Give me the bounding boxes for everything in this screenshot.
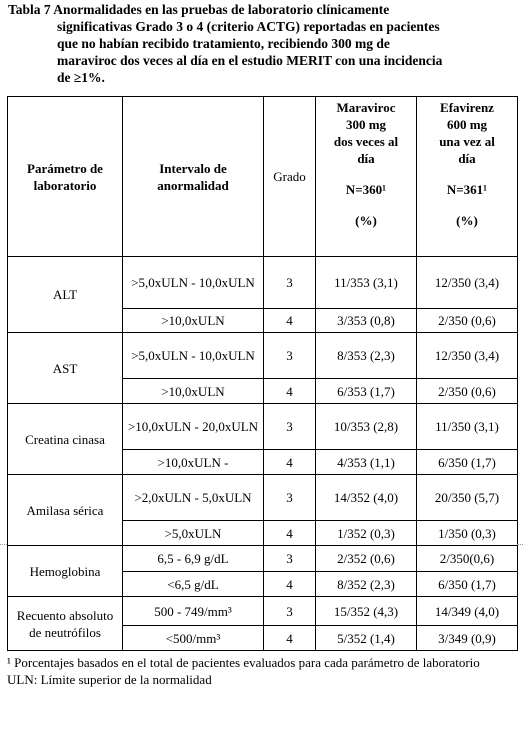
efavirenz-cell: 6/350 (1,7) <box>417 572 518 597</box>
maraviroc-cell: 2/352 (0,6) <box>316 546 417 572</box>
efavirenz-cell: 12/350 (3,4) <box>417 333 518 379</box>
maraviroc-pct: (%) <box>355 213 377 228</box>
table-row <box>8 475 518 521</box>
interval-cell: 6,5 - 6,9 g/dL <box>123 546 264 572</box>
table-row <box>8 333 518 379</box>
interval-cell: >5,0xULN - 10,0xULN <box>123 333 264 379</box>
footnote-percentages: ¹ Porcentajes basados en el total de pacientes evaluados para cada parámetro de laboratorio <box>7 655 480 670</box>
maraviroc-cell: 5/352 (1,4) <box>316 626 417 651</box>
maraviroc-cell: 10/353 (2,8) <box>316 404 417 450</box>
header-efavirenz <box>417 97 518 257</box>
efavirenz-cell: 2/350 (0,6) <box>417 309 518 333</box>
interval-cell: >5,0xULN <box>123 521 264 546</box>
maraviroc-cell: 3/353 (0,8) <box>316 309 417 333</box>
interval-cell: >10,0xULN - 20,0xULN <box>123 404 264 450</box>
table-row <box>8 404 518 450</box>
grade-cell: 3 <box>264 333 316 379</box>
lab-abnormalities-table <box>7 96 518 651</box>
grade-cell: 3 <box>264 546 316 572</box>
interval-cell: >10,0xULN - <box>123 450 264 475</box>
grade-cell: 4 <box>264 626 316 651</box>
maraviroc-cell: 14/352 (4,0) <box>316 475 417 521</box>
efavirenz-cell: 2/350 (0,6) <box>417 379 518 404</box>
header-interval: Intervalo de anormalidad <box>123 97 264 257</box>
maraviroc-cell: 8/352 (2,3) <box>316 572 417 597</box>
grade-cell: 3 <box>264 475 316 521</box>
footnotes <box>7 654 517 688</box>
param-cell: Hemoglobina <box>8 546 123 597</box>
efavirenz-pct: (%) <box>456 213 478 228</box>
efavirenz-line-1: Efavirenz <box>440 100 494 115</box>
table-row <box>8 257 518 309</box>
efavirenz-cell: 6/350 (1,7) <box>417 450 518 475</box>
param-cell: Creatina cinasa <box>8 404 123 475</box>
maraviroc-line-3: dos veces al <box>333 134 399 149</box>
maraviroc-line-4: día <box>357 151 375 166</box>
caption-line-1: Tabla 7 Anormalidades en las pruebas de laboratorio clínicamente <box>8 2 390 17</box>
efavirenz-cell: 11/350 (3,1) <box>417 404 518 450</box>
efavirenz-n: N=361¹ <box>446 182 488 197</box>
maraviroc-line-1: Maraviroc <box>336 100 396 115</box>
interval-cell: >5,0xULN - 10,0xULN <box>123 257 264 309</box>
grade-cell: 4 <box>264 572 316 597</box>
left-margin-dots <box>0 544 7 545</box>
table-row <box>8 597 518 626</box>
grade-cell: 4 <box>264 379 316 404</box>
efavirenz-cell: 2/350(0,6) <box>417 546 518 572</box>
header-param: Parámetro de laboratorio <box>8 97 123 257</box>
maraviroc-cell: 1/352 (0,3) <box>316 521 417 546</box>
interval-cell: <500/mm³ <box>123 626 264 651</box>
table-row <box>8 546 518 572</box>
maraviroc-cell: 11/353 (3,1) <box>316 257 417 309</box>
param-cell: Recuento absoluto de neutrófilos <box>8 597 123 651</box>
caption-line-4: maraviroc dos veces al día en el estudio MERIT con una incidencia <box>57 53 443 68</box>
maraviroc-cell: 8/353 (2,3) <box>316 333 417 379</box>
caption-line-2: significativas Grado 3 o 4 (criterio ACTG) reportadas en pacientes <box>57 19 440 34</box>
efavirenz-cell: 12/350 (3,4) <box>417 257 518 309</box>
grade-cell: 4 <box>264 521 316 546</box>
grade-cell: 3 <box>264 257 316 309</box>
interval-cell: 500 - 749/mm³ <box>123 597 264 626</box>
maraviroc-cell: 4/353 (1,1) <box>316 450 417 475</box>
table-caption <box>8 1 516 86</box>
header-grade: Grado <box>264 97 316 257</box>
efavirenz-cell: 1/350 (0,3) <box>417 521 518 546</box>
grade-cell: 4 <box>264 309 316 333</box>
param-cell: Amilasa sérica <box>8 475 123 546</box>
maraviroc-cell: 6/353 (1,7) <box>316 379 417 404</box>
interval-cell: >10,0xULN <box>123 379 264 404</box>
efavirenz-line-3: una vez al <box>439 134 495 149</box>
right-margin-dots <box>517 544 523 545</box>
interval-cell: <6,5 g/dL <box>123 572 264 597</box>
efavirenz-cell: 20/350 (5,7) <box>417 475 518 521</box>
header-row <box>8 97 518 257</box>
caption-line-3: que no habían recibido tratamiento, recibiendo 300 mg de <box>57 36 390 51</box>
param-cell: ALT <box>8 257 123 333</box>
maraviroc-n: N=360¹ <box>345 182 387 197</box>
maraviroc-cell: 15/352 (4,3) <box>316 597 417 626</box>
grade-cell: 3 <box>264 404 316 450</box>
grade-cell: 3 <box>264 597 316 626</box>
header-maraviroc <box>316 97 417 257</box>
grade-cell: 4 <box>264 450 316 475</box>
caption-line-5: de ≥1%. <box>57 70 105 85</box>
interval-cell: >2,0xULN - 5,0xULN <box>123 475 264 521</box>
footnote-uln: ULN: Límite superior de la normalidad <box>7 672 212 687</box>
efavirenz-line-4: día <box>458 151 476 166</box>
efavirenz-cell: 14/349 (4,0) <box>417 597 518 626</box>
maraviroc-line-2: 300 mg <box>345 117 387 132</box>
efavirenz-line-2: 600 mg <box>446 117 488 132</box>
interval-cell: >10,0xULN <box>123 309 264 333</box>
param-cell: AST <box>8 333 123 404</box>
efavirenz-cell: 3/349 (0,9) <box>417 626 518 651</box>
